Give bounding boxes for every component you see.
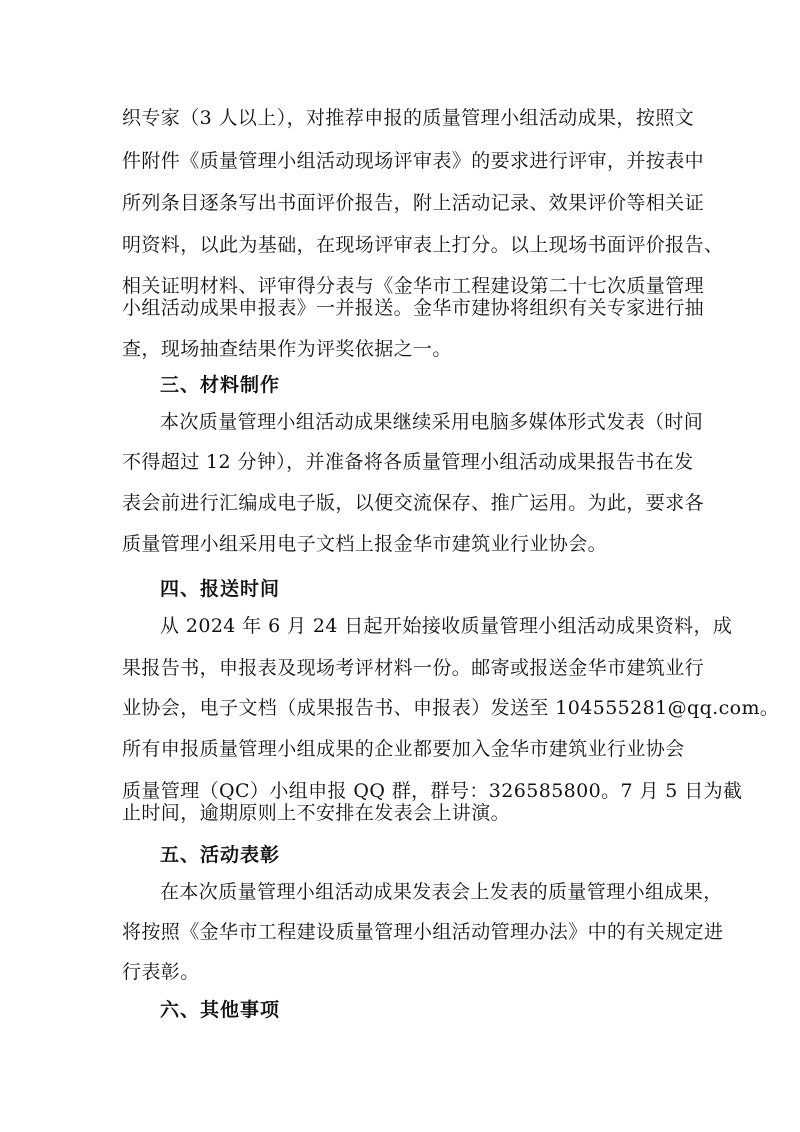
paragraph-line: 不得超过 12 分钟），并准备将各质量管理小组活动成果报告书在发 bbox=[122, 451, 694, 473]
paragraph-line: 明资料，以此为基础，在现场评审表上打分。以上现场书面评价报告、 bbox=[122, 234, 724, 256]
paragraph-line: 小组活动成果申报表》一并报送。金华市建协将组织有关专家进行抽 bbox=[122, 297, 705, 319]
paragraph-line: 件附件《质量管理小组活动现场评审表》的要求进行评审，并按表中 bbox=[122, 150, 705, 172]
section-heading-materials: 三、材料制作 bbox=[160, 374, 281, 396]
paragraph-line: 行表彰。 bbox=[122, 961, 200, 983]
paragraph-line: 在本次质量管理小组活动成果发表会上发表的质量管理小组成果， bbox=[160, 881, 723, 903]
paragraph-line: 从 2024 年 6 月 24 日起开始接收质量管理小组活动成果资料，成 bbox=[160, 615, 733, 637]
paragraph-line: 业协会，电子文档（成果报告书、申报表）发送至 104555281@qq.com。 bbox=[122, 697, 780, 719]
paragraph-line: 质量管理（QC）小组申报 QQ 群，群号：326585800。7 月 5 日为截 bbox=[122, 780, 743, 802]
paragraph-line: 果报告书，申报表及现场考评材料一份。邮寄或报送金华市建筑业行 bbox=[122, 657, 705, 679]
section-heading-other-matters: 六、其他事项 bbox=[160, 999, 281, 1021]
paragraph-line: 表会前进行汇编成电子版，以便交流保存、推广运用。为此，要求各 bbox=[122, 492, 705, 514]
paragraph-line: 相关证明材料、评审得分表与《金华市工程建设第二十七次质量管理 bbox=[122, 275, 705, 297]
paragraph-line: 本次质量管理小组活动成果继续采用电脑多媒体形式发表（时间 bbox=[160, 411, 704, 433]
paragraph-line: 所有申报质量管理小组成果的企业都要加入金华市建筑业行业协会 bbox=[122, 738, 685, 760]
section-heading-commendation: 五、活动表彰 bbox=[160, 844, 281, 866]
paragraph-line: 织专家（3 人以上），对推荐申报的质量管理小组活动成果，按照文 bbox=[122, 107, 695, 129]
paragraph-line: 止时间，逾期原则上不安排在发表会上讲演。 bbox=[122, 802, 511, 824]
section-heading-submission-time: 四、报送时间 bbox=[160, 578, 281, 600]
paragraph-line: 查，现场抽查结果作为评奖依据之一。 bbox=[122, 338, 452, 360]
paragraph-line: 质量管理小组采用电子文档上报金华市建筑业行业协会。 bbox=[122, 533, 608, 555]
paragraph-line: 所列条目逐条写出书面评价报告，附上活动记录、效果评价等相关证 bbox=[122, 192, 705, 214]
paragraph-line: 将按照《金华市工程建设质量管理小组活动管理办法》中的有关规定进 bbox=[122, 921, 724, 943]
